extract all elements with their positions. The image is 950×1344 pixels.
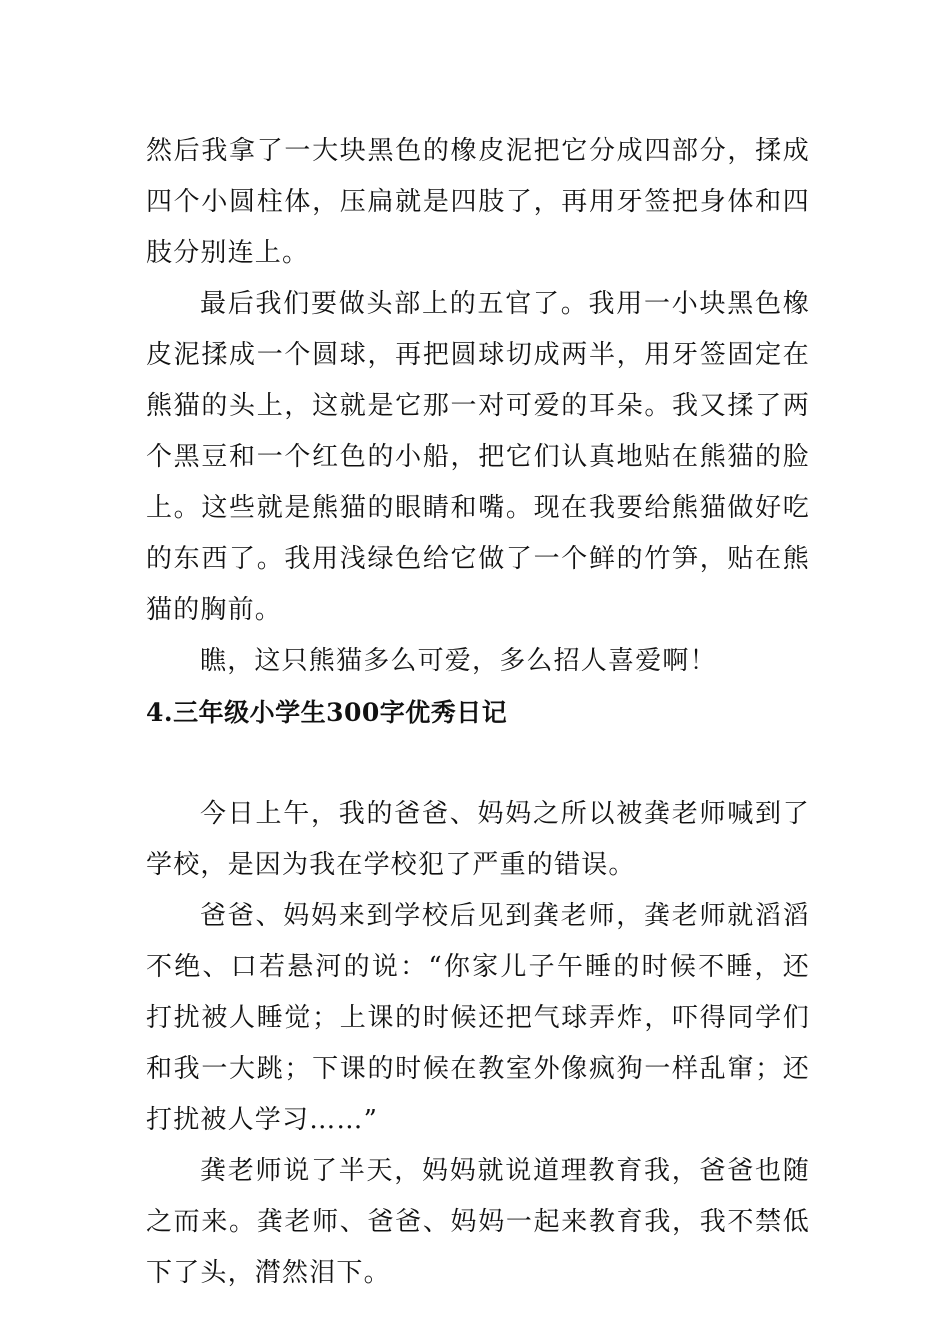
blank-line bbox=[146, 738, 810, 789]
paragraph-1: 然后我拿了一大块黑色的橡皮泥把它分成四部分，揉成四个小圆柱体，压扁就是四肢了，再用牙签把身体和四肢分别连上。 bbox=[146, 136, 810, 268]
paragraph-2: 最后我们要做头部上的五官了。我用一小块黑色橡皮泥揉成一个圆球，再把圆球切成两半，用牙签固定在熊猫的头上，这就是它那一对可爱的耳朵。我又揉了两个黑豆和一个红色的小船，把它们认真地贴在熊猫的脸上。这些就是熊猫的眼睛和嘴。现在我要给熊猫做好吃的东西了。我用浅绿色给它做了一个鲜的竹笋，贴在熊猫的胸前。 bbox=[146, 289, 810, 625]
paragraph-3: 瞧，这只熊猫多么可爱，多么招人喜爱啊！ bbox=[200, 646, 717, 676]
paragraph-4: 今日上午，我的爸爸、妈妈之所以被龚老师喊到了学校，是因为我在学校犯了严重的错误。 bbox=[146, 799, 810, 880]
paragraph-5: 爸爸、妈妈来到学校后见到龚老师，龚老师就滔滔不绝、口若悬河的说：“你家儿子午睡的时候不睡，还打扰被人睡觉；上课的时候还把气球弄炸，吓得同学们和我一大跳；下课的时候在教室外像疯狗一样乱窜；还打扰被人学习……” bbox=[146, 901, 810, 1135]
section-heading: 4.三年级小学生300字优秀日记 bbox=[146, 698, 508, 727]
paragraph-6: 龚老师说了半天，妈妈就说道理教育我，爸爸也随之而来。龚老师、爸爸、妈妈一起来教育我，我不禁低下了头，潸然泪下。 bbox=[146, 1156, 810, 1288]
document-body bbox=[146, 126, 810, 1299]
